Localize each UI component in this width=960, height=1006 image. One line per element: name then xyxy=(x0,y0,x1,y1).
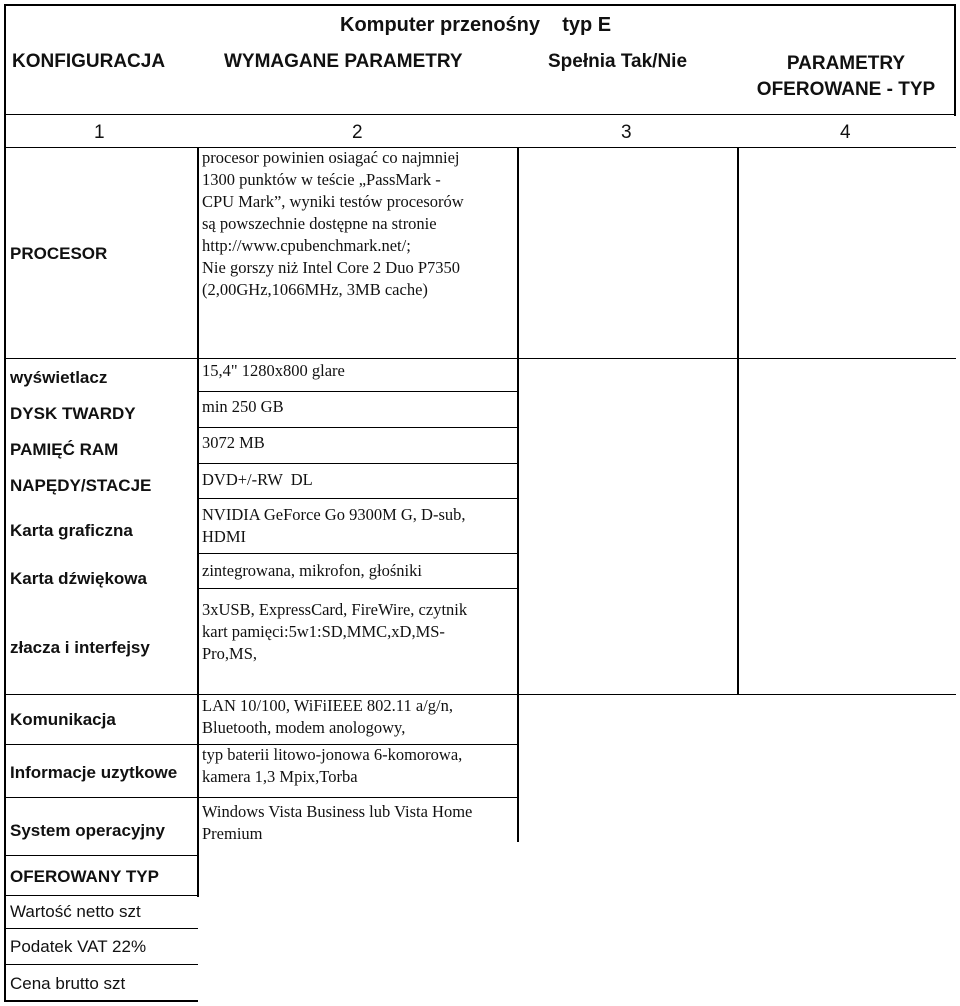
row-label-karta-dzwiekowa: Karta dźwiękowa xyxy=(10,569,147,588)
col-number-2: 2 xyxy=(352,122,363,143)
grid-line xyxy=(4,114,956,115)
spec-zlacza xyxy=(202,599,467,665)
spec-karta-dzwiekowa: zintegrowana, mikrofon, głośniki xyxy=(202,561,422,580)
spec-line: NVIDIA GeForce Go 9300M G, D-sub, xyxy=(202,505,466,524)
header-parametry-oferowane xyxy=(744,51,948,103)
row-label-karta-graficzna: Karta graficzna xyxy=(10,521,133,540)
row-label-zlacza: złacza i interfejsy xyxy=(10,638,150,657)
spec-line: Nie gorszy niż Intel Core 2 Duo P7350 xyxy=(202,258,460,277)
grid-line xyxy=(197,391,519,392)
col-number-4: 4 xyxy=(840,122,851,143)
spec-line: Windows Vista Business lub Vista Home xyxy=(202,802,473,821)
header-konfiguracja: KONFIGURACJA xyxy=(12,51,166,72)
spec-line: Bluetooth, modem anologowy, xyxy=(202,718,406,737)
spec-line: http://www.cpubenchmark.net/; xyxy=(202,236,411,255)
footer-cena-brutto: Cena brutto szt xyxy=(10,974,126,993)
col-number-1: 1 xyxy=(94,122,105,143)
spec-procesor xyxy=(202,147,464,301)
grid-line xyxy=(197,498,519,499)
grid-line xyxy=(4,797,519,798)
grid-line xyxy=(4,928,198,929)
grid-line xyxy=(4,4,956,6)
spec-line: HDMI xyxy=(202,527,246,546)
spec-komunikacja xyxy=(202,695,453,739)
spec-line: są powszechnie dostępne na stronie xyxy=(202,214,437,233)
grid-line xyxy=(197,553,519,554)
col-number-3: 3 xyxy=(621,122,632,143)
footer-oferowany-typ: OFEROWANY TYP xyxy=(10,867,159,886)
row-label-system: System operacyjny xyxy=(10,821,165,840)
spec-karta-graficzna xyxy=(202,504,466,548)
spec-line: 3xUSB, ExpressCard, FireWire, czytnik xyxy=(202,600,468,619)
page-title: Komputer przenośny typ E xyxy=(340,14,612,36)
row-label-wyswietlacz: wyświetlacz xyxy=(10,368,108,387)
header-wymagane-parametry: WYMAGANE PARAMETRY xyxy=(224,51,463,72)
spec-line: Pro,MS, xyxy=(202,644,258,663)
row-label-informacje: Informacje uzytkowe xyxy=(10,763,178,782)
row-label-pamiec: PAMIĘĆ RAM xyxy=(10,440,119,459)
grid-line xyxy=(954,4,956,116)
spec-line: (2,00GHz,1066MHz, 3MB cache) xyxy=(202,280,428,299)
spec-informacje xyxy=(202,744,462,788)
grid-line xyxy=(4,1000,198,1002)
header-spelnia: Spełnia Tak/Nie xyxy=(548,51,688,72)
spec-line: 1300 punktów w teście „PassMark - xyxy=(202,170,441,189)
grid-line xyxy=(4,4,6,1002)
grid-line xyxy=(4,147,956,148)
spec-line: kamera 1,3 Mpix,Torba xyxy=(202,767,358,786)
grid-line xyxy=(4,694,956,695)
grid-line xyxy=(737,147,739,694)
header-parametry-line2: OFEROWANE - TYP xyxy=(756,79,936,100)
grid-line xyxy=(197,427,519,428)
spec-line: procesor powinien osiagać co najmniej xyxy=(202,148,460,167)
grid-line xyxy=(197,588,519,589)
spec-system xyxy=(202,801,472,845)
row-label-dysk: DYSK TWARDY xyxy=(10,404,136,423)
spec-dysk: min 250 GB xyxy=(202,397,284,416)
spec-line: kart pamięci:5w1:SD,MMC,xD,MS- xyxy=(202,622,445,641)
grid-line xyxy=(517,147,519,842)
grid-line xyxy=(197,147,199,897)
row-label-napedy: NAPĘDY/STACJE xyxy=(10,476,152,495)
row-label-komunikacja: Komunikacja xyxy=(10,710,116,729)
grid-line xyxy=(4,964,198,965)
spec-pamiec: 3072 MB xyxy=(202,433,265,452)
footer-podatek-vat: Podatek VAT 22% xyxy=(10,937,147,956)
footer-wartosc-netto: Wartość netto szt xyxy=(10,902,141,921)
spec-wyswietlacz: 15,4" 1280x800 glare xyxy=(202,361,345,380)
spec-napedy: DVD+/-RW DL xyxy=(202,470,313,489)
spec-line: Premium xyxy=(202,824,263,843)
header-parametry-line1: PARAMETRY xyxy=(786,53,906,74)
spec-line: typ baterii litowo-jonowa 6-komorowa, xyxy=(202,745,463,764)
grid-line xyxy=(4,855,198,856)
spec-line: LAN 10/100, WiFiIEEE 802.11 a/g/n, xyxy=(202,696,453,715)
grid-line xyxy=(197,463,519,464)
grid-line xyxy=(4,358,956,359)
row-label-procesor: PROCESOR xyxy=(10,244,108,263)
spec-line: CPU Mark”, wyniki testów procesorów xyxy=(202,192,464,211)
grid-line xyxy=(4,895,199,896)
